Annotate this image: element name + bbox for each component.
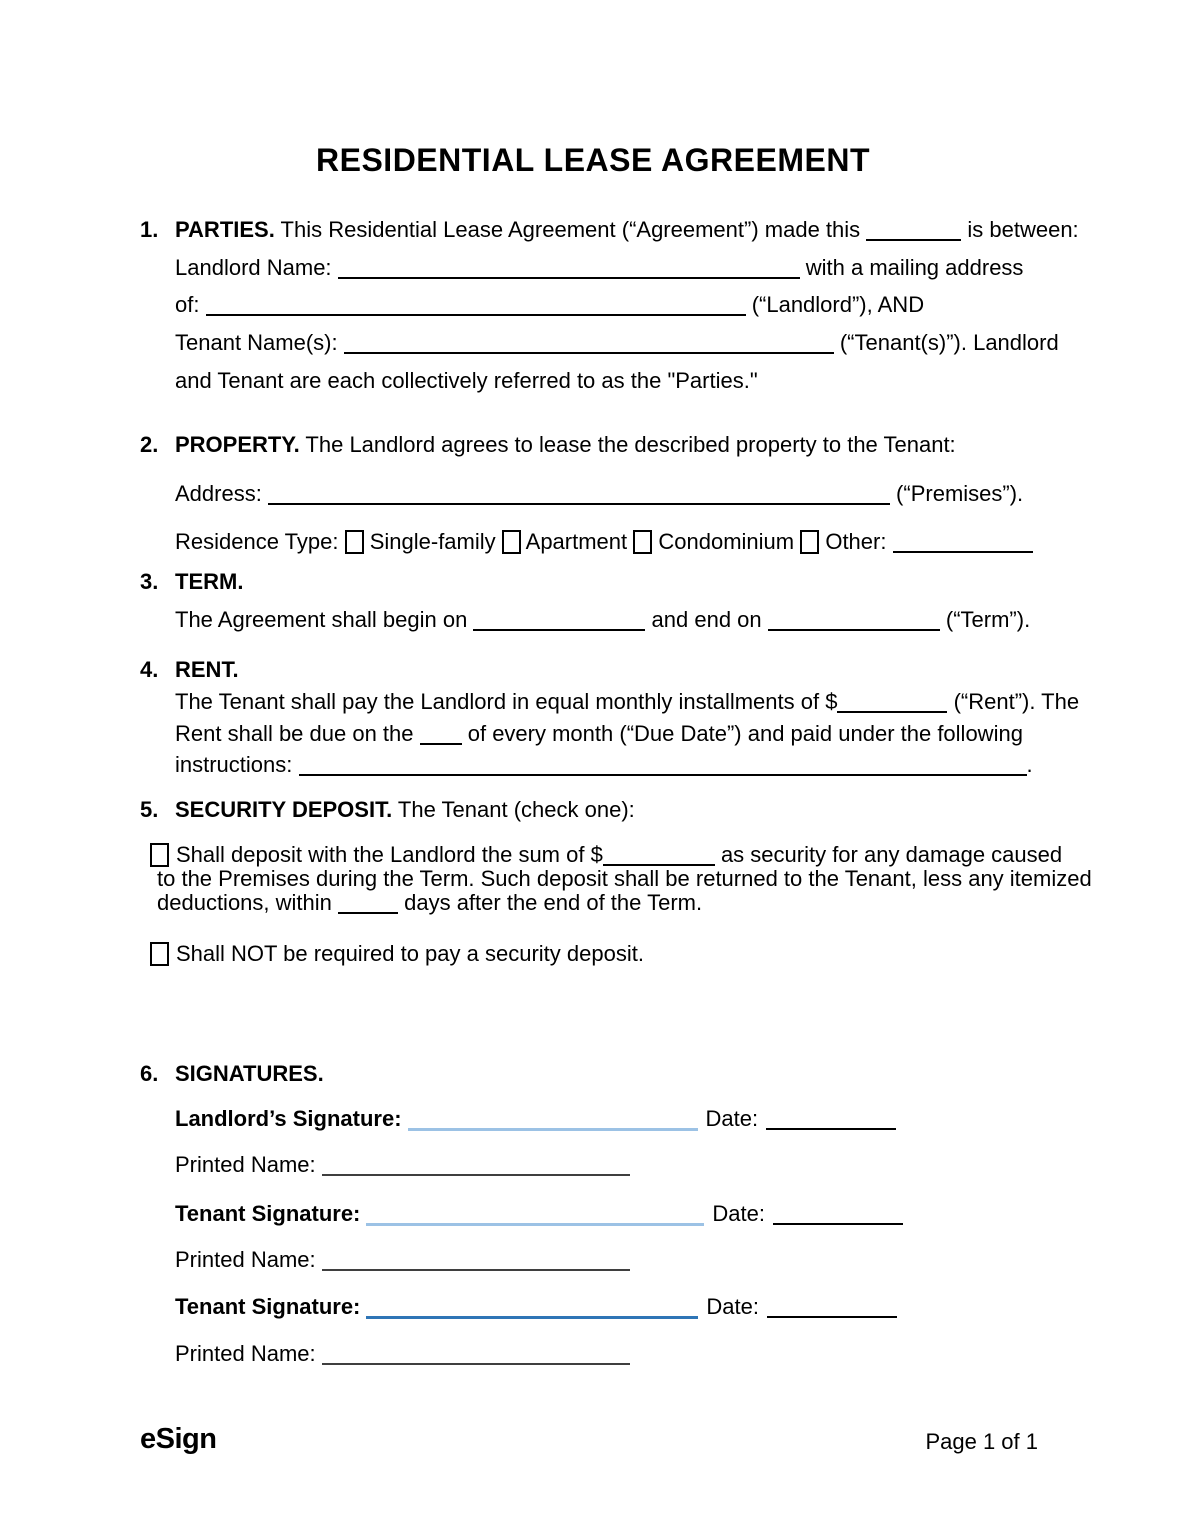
parties-intro-text: This Residential Lease Agreement (“Agreement”) made this (274, 217, 867, 242)
residence-type-label: Residence Type: (175, 529, 345, 554)
tenant-signature-field-1[interactable] (366, 1223, 704, 1226)
rent-due-line (175, 719, 1023, 749)
tenant-landlord-text: (“Tenant(s)”). Landlord (833, 330, 1059, 355)
rent-instructions-line (175, 750, 1033, 780)
property-address-blank[interactable] (268, 503, 890, 505)
tenant-name-blank[interactable] (344, 352, 834, 354)
term-heading-line (140, 567, 243, 597)
tenant-date-blank-2[interactable] (767, 1316, 897, 1318)
tenant-signature-label: Tenant Signature: (175, 1201, 361, 1226)
property-address-line (175, 479, 1023, 509)
of-label: of: (175, 292, 206, 317)
tenant-signature-label: Tenant Signature: (175, 1294, 361, 1319)
landlord-address-line (175, 290, 924, 320)
parties-closing-line (175, 366, 758, 396)
landlord-signature-field[interactable] (408, 1128, 698, 1131)
term-tail-text: (“Term”). (939, 607, 1031, 632)
printed-name-label: Printed Name: (175, 1247, 316, 1272)
term-dates-line (175, 605, 1030, 635)
landlord-address-blank[interactable] (206, 314, 746, 316)
date-label: Date: (705, 1106, 759, 1131)
signatures-heading-line (140, 1059, 324, 1089)
address-label: Address: (175, 481, 268, 506)
property-heading-line (140, 430, 956, 460)
deposit-sum-tail: as security for any damage caused (714, 842, 1063, 867)
other-residence-blank[interactable] (893, 551, 1033, 553)
rent-amount-tail: (“Rent”). The (947, 689, 1080, 714)
tenant-date-blank-1[interactable] (773, 1223, 903, 1225)
payment-instructions-blank[interactable] (299, 774, 1027, 776)
rent-amount-line (175, 687, 1079, 717)
deductions-tail: days after the end of the Term. (398, 890, 703, 915)
property-intro-text: The Landlord agrees to lease the described property to the Tenant: (299, 432, 956, 457)
premises-text: (“Premises”). (889, 481, 1024, 506)
term-start-date-blank[interactable] (473, 629, 645, 631)
landlord-printed-name-line (175, 1150, 630, 1180)
date-label: Date: (712, 1201, 765, 1226)
apartment-checkbox[interactable] (502, 530, 521, 554)
parties-heading: PARTIES. (175, 217, 275, 242)
tenant-printed-name-line-2 (175, 1339, 630, 1369)
tenant-printed-name-line-1 (175, 1245, 630, 1275)
parties-closing-text: and Tenant are each collectively referred to as the "Parties." (175, 368, 758, 393)
deposit-option1-line2 (157, 866, 1092, 891)
tenant-name-line (175, 328, 1059, 358)
deposit-heading: SECURITY DEPOSIT. (175, 797, 393, 822)
landlord-name-blank[interactable] (338, 277, 800, 279)
rent-amount-blank[interactable] (837, 711, 947, 713)
residence-type-line (175, 527, 1033, 557)
section-number: 5. (140, 797, 159, 822)
deposit-sum-text: Shall deposit with the Landlord the sum of $ (176, 842, 603, 867)
rent-heading: RENT. (175, 657, 239, 682)
esign-logo: eSign (140, 1423, 217, 1455)
apartment-label: Apartment (520, 529, 634, 554)
tenant-signature-line-1 (175, 1199, 903, 1229)
rent-heading-line (140, 655, 239, 685)
section-number: 3. (140, 569, 159, 594)
section-number: 2. (140, 432, 159, 457)
landlord-printed-name-blank[interactable] (322, 1174, 630, 1176)
tenant-signature-line-2 (175, 1292, 897, 1322)
landlord-signature-line (175, 1104, 896, 1134)
no-deposit-checkbox[interactable] (150, 942, 169, 966)
section-number: 1. (140, 217, 159, 242)
other-checkbox[interactable] (800, 530, 819, 554)
deposit-intro-text: The Tenant (check one): (392, 797, 635, 822)
section-number: 6. (140, 1061, 159, 1086)
property-heading: PROPERTY. (175, 432, 300, 457)
printed-name-label: Printed Name: (175, 1152, 316, 1177)
deposit-option2-line (150, 939, 644, 969)
tenant-signature-field-2[interactable] (366, 1316, 698, 1319)
term-begin-text: The Agreement shall begin on (175, 607, 474, 632)
landlord-signature-label: Landlord’s Signature: (175, 1106, 402, 1131)
term-end-date-blank[interactable] (768, 629, 940, 631)
landlord-name-label: Landlord Name: (175, 255, 338, 280)
deposit-option1-line3 (157, 890, 702, 915)
deduction-days-blank[interactable] (338, 912, 398, 914)
condominium-checkbox[interactable] (633, 530, 652, 554)
condominium-label: Condominium (652, 529, 801, 554)
rent-due-tail: of every month (“Due Date”) and paid under the following (461, 721, 1023, 746)
made-this-date-blank[interactable] (866, 239, 961, 241)
section-number: 4. (140, 657, 159, 682)
tenant-printed-name-blank-2[interactable] (322, 1363, 630, 1365)
page-indicator: Page 1 of 1 (925, 1429, 1038, 1454)
signatures-heading: SIGNATURES. (175, 1061, 324, 1086)
single-family-checkbox[interactable] (345, 530, 364, 554)
instructions-label: instructions: (175, 752, 299, 777)
term-heading: TERM. (175, 569, 244, 594)
landlord-date-blank[interactable] (766, 1128, 896, 1130)
tenant-name-label: Tenant Name(s): (175, 330, 344, 355)
term-end-text: and end on (645, 607, 768, 632)
deposit-return-text: to the Premises during the Term. Such deposit shall be returned to the Tenant, less any itemized (157, 866, 1092, 891)
parties-intro-tail: is between: (961, 217, 1079, 242)
rent-amount-text: The Tenant shall pay the Landlord in equal monthly installments of $ (175, 689, 838, 714)
printed-name-label: Printed Name: (175, 1341, 316, 1366)
no-deposit-text: Shall NOT be required to pay a security deposit. (176, 941, 644, 966)
tenant-printed-name-blank-1[interactable] (322, 1269, 630, 1271)
other-label: Other: (819, 529, 893, 554)
date-label: Date: (706, 1294, 759, 1319)
mailing-address-text: with a mailing address (799, 255, 1024, 280)
deductions-text: deductions, within (157, 890, 338, 915)
document-title: RESIDENTIAL LEASE AGREEMENT (316, 142, 870, 178)
instructions-period: . (1026, 752, 1033, 777)
deposit-option1-line1 (150, 842, 1062, 867)
landlord-name-line (175, 253, 1023, 283)
due-day-blank[interactable] (420, 743, 462, 745)
rent-due-text: Rent shall be due on the (175, 721, 420, 746)
single-family-label: Single-family (363, 529, 502, 554)
landlord-and-text: (“Landlord”), AND (745, 292, 925, 317)
deposit-heading-line (140, 795, 635, 825)
shall-deposit-checkbox[interactable] (150, 843, 169, 867)
parties-heading-line (140, 215, 1079, 245)
